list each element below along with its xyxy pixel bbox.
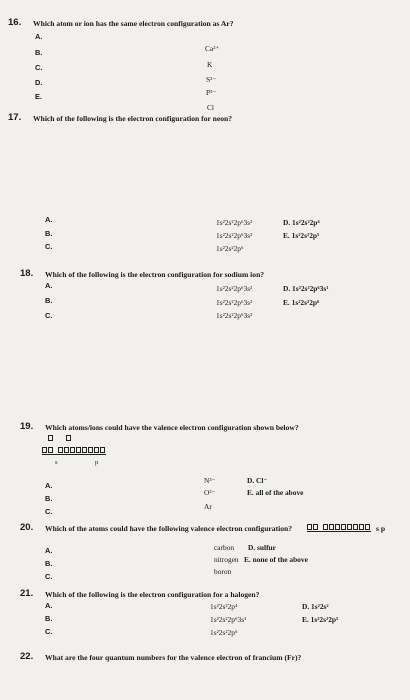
q19-text: Which atoms/ions could have the valence electron configuration shown below?	[45, 423, 299, 432]
orbital-box	[66, 435, 71, 441]
q17-answer-a: 1s²2s²2p⁶3s²	[216, 218, 253, 227]
q22-number: 22.	[20, 651, 34, 662]
q16-answer-b: K	[207, 60, 213, 69]
orbital-box	[359, 524, 364, 530]
orbital-box	[76, 447, 81, 453]
orbital-box	[48, 435, 53, 441]
q20-orbital-diagram	[307, 524, 371, 532]
q19-orbital-diagram	[42, 447, 106, 455]
q17-answer-c: 1s²2s²2p⁶	[216, 244, 244, 253]
orbital-box	[313, 524, 318, 530]
q17-letter-b: B.	[45, 229, 53, 238]
q18-answer-c: 1s²2s²2p⁶3s²	[216, 311, 253, 320]
q16-letter-a: A.	[35, 32, 43, 41]
q16-answer-a: Ca²⁺	[205, 44, 220, 53]
q18-number: 18.	[20, 268, 34, 279]
q17-letter-c: C.	[45, 242, 53, 251]
q20-answer-c: boron	[214, 567, 232, 576]
q19-answer-a: N³⁻	[204, 476, 216, 485]
q18-letter-b: B.	[45, 296, 53, 305]
q17-text: Which of the following is the electron configuration for neon?	[33, 114, 233, 123]
q19-number: 19.	[20, 421, 34, 432]
q16-answer-d: P³⁻	[206, 88, 217, 97]
orbital-box	[100, 447, 105, 453]
q20-text: Which of the atoms could have the following valence electron configuration?	[45, 524, 293, 533]
orbital-box	[353, 524, 358, 530]
q17-answer-b: 1s²2s²2p⁶3s²	[216, 231, 253, 240]
q19-letter-b: B.	[45, 494, 53, 503]
q16-answer-e: Cl	[207, 103, 214, 112]
q21-number: 21.	[20, 588, 34, 599]
q20-answer-d: D. sulfur	[248, 543, 276, 552]
orbital-box	[64, 447, 69, 453]
q17-answer-d: D. 1s²2s²2p⁴	[283, 218, 320, 227]
q21-answer-e: E. 1s²2s²2p⁵	[302, 615, 339, 624]
q18-answer-e: E. 1s²2s²2p⁶	[283, 298, 320, 307]
q20-answer-a: carbon	[214, 543, 235, 552]
q16-number: 16.	[8, 17, 22, 28]
q19-answer-b: O²⁻	[204, 488, 216, 497]
q19-answer-e: E. all of the above	[247, 488, 304, 497]
orbital-box	[42, 447, 47, 453]
q21-answer-d: D. 1s²2s²	[302, 602, 329, 611]
q19-letter-a: A.	[45, 481, 53, 490]
orbital-box	[70, 447, 75, 453]
q16-answer-c: S²⁻	[206, 75, 217, 84]
orbital-box	[58, 447, 63, 453]
q21-letter-a: A.	[45, 601, 53, 610]
q18-answer-d: D. 1s²2s²2p⁶3s¹	[283, 284, 329, 293]
q21-answer-b: 1s²2s²2p⁶3s¹	[210, 615, 247, 624]
q16-letter-d: D.	[35, 78, 43, 87]
q20-answer-e: E. none of the above	[244, 555, 308, 564]
q22-text: What are the four quantum numbers for the valence electron of francium (Fr)?	[45, 653, 302, 662]
q21-answer-a: 1s²2s²2p⁴	[210, 602, 238, 611]
q21-letter-c: C.	[45, 627, 53, 636]
q18-text: Which of the following is the electron configuration for sodium ion?	[45, 270, 265, 279]
q17-number: 17.	[8, 112, 22, 123]
q17-letter-a: A.	[45, 215, 53, 224]
q19-orbital-label-s: s	[55, 459, 58, 466]
q20-letter-a: A.	[45, 546, 53, 555]
orbital-box	[82, 447, 87, 453]
q21-text: Which of the following is the electron configuration for a halogen?	[45, 590, 260, 599]
q16-text: Which atom or ion has the same electron configuration as Ar?	[33, 19, 234, 28]
q16-letter-b: B.	[35, 48, 43, 57]
q16-letter-c: C.	[35, 63, 43, 72]
orbital-box	[48, 447, 53, 453]
orbital-box	[88, 447, 93, 453]
orbital-box	[323, 524, 328, 530]
q19-orbital-top	[48, 435, 72, 441]
orbital-box	[329, 524, 334, 530]
q16-letter-e: E.	[35, 92, 42, 101]
orbital-box	[307, 524, 312, 530]
q18-letter-a: A.	[45, 281, 53, 290]
q19-answer-c: Ar	[204, 502, 212, 511]
q19-orbital-label-p: p	[95, 459, 99, 466]
q19-answer-d: D. Cl⁻	[247, 476, 268, 485]
q18-letter-c: C.	[45, 311, 53, 320]
q20-number: 20.	[20, 522, 34, 533]
q20-orbital-labels: s p	[376, 524, 386, 533]
orbital-box	[341, 524, 346, 530]
q20-letter-b: B.	[45, 559, 53, 568]
q18-answer-a: 1s²2s²2p⁶3s²	[216, 284, 253, 293]
q17-answer-e: E. 1s²2s²2p⁵	[283, 231, 320, 240]
q19-letter-c: C.	[45, 507, 53, 516]
orbital-box	[335, 524, 340, 530]
q18-answer-b: 1s²2s²2p⁶3s²	[216, 298, 253, 307]
orbital-box	[94, 447, 99, 453]
q20-letter-c: C.	[45, 572, 53, 581]
q21-answer-c: 1s²2s²2p⁶	[210, 628, 238, 637]
orbital-box	[347, 524, 352, 530]
orbital-box	[365, 524, 370, 530]
q21-letter-b: B.	[45, 614, 53, 623]
q20-answer-b: nitrogen	[214, 555, 239, 564]
